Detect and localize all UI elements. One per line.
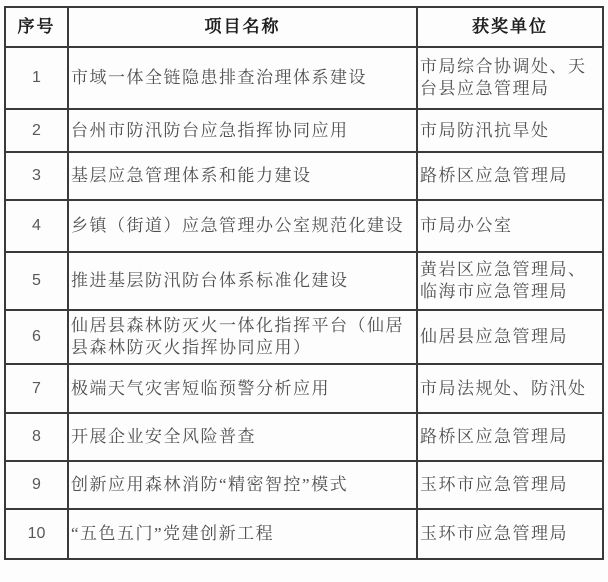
column-header-serial: 序号 xyxy=(5,7,68,47)
cell-project: 基层应急管理体系和能力建设 xyxy=(68,152,417,200)
cell-project: 乡镇（街道）应急管理办公室规范化建设 xyxy=(68,200,417,252)
cell-unit: 路桥区应急管理局 xyxy=(417,152,603,200)
cell-serial: 8 xyxy=(5,413,68,461)
cell-unit: 玉环市应急管理局 xyxy=(417,461,603,509)
table-row xyxy=(5,252,603,310)
cell-serial: 5 xyxy=(5,252,68,310)
cell-serial: 6 xyxy=(5,310,68,364)
column-header-project: 项目名称 xyxy=(68,7,417,47)
cell-serial: 10 xyxy=(5,509,68,559)
cell-serial: 1 xyxy=(5,47,68,109)
cell-project: 台州市防汛防台应急指挥协同应用 xyxy=(68,109,417,152)
table-row xyxy=(5,47,603,109)
table-row xyxy=(5,152,603,200)
cell-unit: 市局法规处、防汛处 xyxy=(417,364,603,413)
cell-project: 极端天气灾害短临预警分析应用 xyxy=(68,364,417,413)
scanned-document-page xyxy=(4,6,604,560)
cell-serial: 7 xyxy=(5,364,68,413)
cell-unit: 玉环市应急管理局 xyxy=(417,509,603,559)
cell-unit: 市局办公室 xyxy=(417,200,603,252)
cell-unit: 市局综合协调处、天台县应急管理局 xyxy=(417,47,603,109)
cell-unit: 仙居县应急管理局 xyxy=(417,310,603,364)
cell-serial: 3 xyxy=(5,152,68,200)
table-row xyxy=(5,109,603,152)
table-header-row xyxy=(5,7,603,47)
awards-table xyxy=(4,6,604,560)
column-header-unit: 获奖单位 xyxy=(417,7,603,47)
table-row xyxy=(5,364,603,413)
cell-unit: 路桥区应急管理局 xyxy=(417,413,603,461)
cell-project: 仙居县森林防灭火一体化指挥平台（仙居县森林防灭火指挥协同应用） xyxy=(68,310,417,364)
cell-unit: 市局防汛抗旱处 xyxy=(417,109,603,152)
table-row xyxy=(5,509,603,559)
cell-project: 市域一体全链隐患排查治理体系建设 xyxy=(68,47,417,109)
cell-project: 开展企业安全风险普查 xyxy=(68,413,417,461)
cell-project: 创新应用森林消防“精密智控”模式 xyxy=(68,461,417,509)
cell-project: 推进基层防汛防台体系标准化建设 xyxy=(68,252,417,310)
cell-serial: 4 xyxy=(5,200,68,252)
cell-serial: 2 xyxy=(5,109,68,152)
table-row xyxy=(5,200,603,252)
cell-project: “五色五门”党建创新工程 xyxy=(68,509,417,559)
table-row xyxy=(5,461,603,509)
table-row xyxy=(5,310,603,364)
table-row xyxy=(5,413,603,461)
cell-unit: 黄岩区应急管理局、临海市应急管理局 xyxy=(417,252,603,310)
cell-serial: 9 xyxy=(5,461,68,509)
